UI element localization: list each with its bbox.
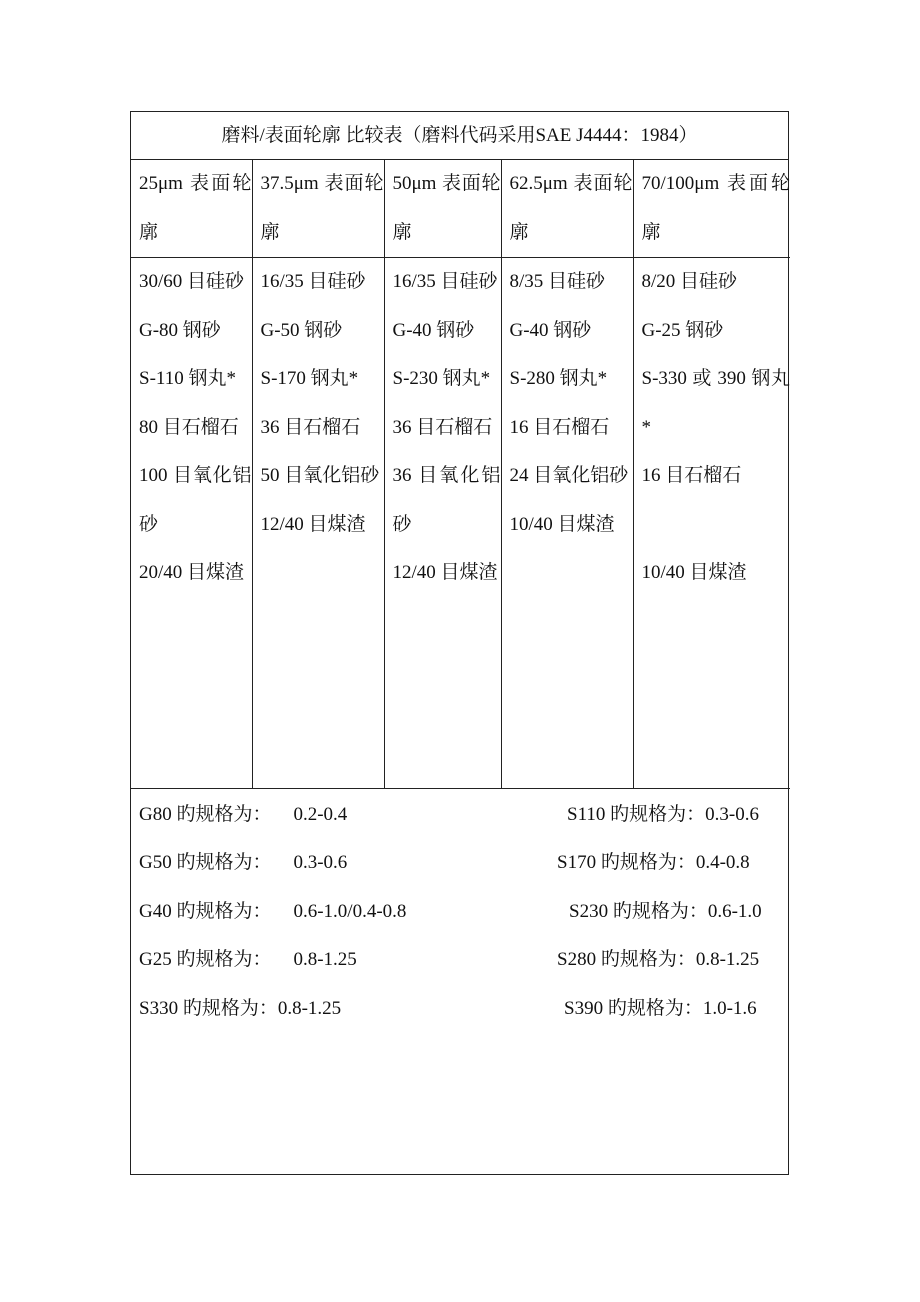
abrasive-item: 16/35 目硅砂 (260, 271, 366, 292)
spec-value: 0.3-0.6 (705, 804, 759, 825)
spec-value: 0.8-1.25 (293, 949, 357, 970)
spec-left (139, 997, 341, 1021)
spec-left (139, 851, 347, 875)
spec-value: 0.8-1.25 (695, 949, 760, 970)
spec-label: S390 旳规格为： (564, 998, 703, 1019)
column-header: 50μm 表面轮廓 (384, 160, 501, 258)
spec-right (569, 900, 762, 924)
spec-right (557, 851, 750, 875)
abrasive-item: S-230 钢丸* (392, 368, 491, 389)
spec-right (557, 948, 759, 972)
abrasive-item: 24 目氧化铝砂 (509, 465, 629, 486)
column-header: 62.5μm 表面轮廓 (501, 160, 633, 258)
spec-label: G80 旳规格为： (139, 804, 272, 825)
column-header: 25μm 表面轮廓 (131, 160, 252, 258)
spec-value: 0.2-0.4 (293, 804, 348, 825)
table-title: 磨料/表面轮廓 比较表（磨料代码采用SAE J4444：1984） (131, 112, 788, 160)
spec-right (564, 997, 757, 1021)
abrasive-item: 10/40 目煤渣 (641, 562, 747, 583)
spec-label: S110 旳规格为： (567, 804, 706, 825)
abrasive-item: 36 目氧化铝砂 (392, 465, 501, 535)
spec-label: S170 旳规格为： (557, 852, 696, 873)
header-row (131, 160, 790, 258)
abrasive-item: 12/40 目煤渣 (260, 513, 366, 535)
spec-label: S230 旳规格为： (569, 901, 708, 922)
abrasive-item: 36 目石榴石 (392, 416, 493, 438)
abrasive-item: 16 目石榴石 (509, 416, 610, 438)
abrasive-item: 16/35 目硅砂 (392, 271, 498, 292)
spec-label: G40 旳规格为： (139, 901, 272, 922)
spec-value: 1.0-1.6 (702, 998, 757, 1019)
abrasive-item: 30/60 目硅砂 (139, 271, 245, 292)
spec-label: G50 旳规格为： (139, 852, 272, 873)
column-header: 70/100μm 表面轮廓 (633, 160, 790, 258)
abrasive-item: S-280 钢丸* (509, 368, 608, 389)
abrasive-profile-table (131, 160, 790, 789)
abrasive-item: 10/40 目煤渣 (509, 513, 615, 535)
abrasive-cell (501, 258, 633, 789)
abrasive-item: 100 目氧化铝砂 (139, 465, 252, 535)
abrasive-cell (131, 258, 252, 789)
abrasive-item: S-330 或 390 钢丸* (641, 368, 790, 438)
abrasive-item: 12/40 目煤渣 (392, 562, 498, 583)
abrasive-item: G-40 钢砂 (509, 319, 592, 341)
spec-left (139, 948, 357, 972)
spec-value: 0.3-0.6 (293, 852, 348, 873)
abrasive-item: 8/35 目硅砂 (509, 271, 606, 292)
abrasive-cell (633, 258, 790, 789)
abrasive-cell (252, 258, 384, 789)
abrasive-item: 36 目石榴石 (260, 416, 361, 438)
spec-value: 0.6-1.0/0.4-0.8 (293, 901, 407, 922)
abrasive-item: 8/20 目硅砂 (641, 271, 738, 292)
abrasive-item: 16 目石榴石 (641, 465, 742, 486)
blank-line (642, 501, 791, 550)
spec-label: S280 旳规格为： (557, 949, 696, 970)
spec-list (131, 789, 788, 1174)
abrasive-item: G-80 钢砂 (139, 319, 221, 341)
abrasive-item: S-110 钢丸* (139, 368, 236, 389)
abrasive-item: S-170 钢丸* (260, 368, 359, 389)
comparison-document (130, 111, 789, 1175)
spec-value: 0.4-0.8 (695, 852, 750, 873)
abrasive-item: 50 目氧化铝砂 (260, 465, 380, 486)
column-header: 37.5μm 表面轮廓 (252, 160, 384, 258)
abrasive-row (131, 258, 790, 789)
abrasive-item: 20/40 目煤渣 (139, 562, 245, 583)
spec-value: 0.8-1.25 (277, 998, 342, 1019)
spec-label: S330 旳规格为： (139, 998, 278, 1019)
abrasive-item: G-40 钢砂 (392, 319, 475, 341)
spec-left (139, 900, 406, 924)
spec-value: 0.6-1.0 (707, 901, 762, 922)
abrasive-cell (384, 258, 501, 789)
spec-left (139, 803, 347, 827)
abrasive-item: G-50 钢砂 (260, 319, 343, 341)
spec-label: G25 旳规格为： (139, 949, 272, 970)
abrasive-item: 80 目石榴石 (139, 416, 239, 438)
abrasive-item: G-25 钢砂 (641, 319, 724, 341)
spec-right (567, 803, 759, 827)
